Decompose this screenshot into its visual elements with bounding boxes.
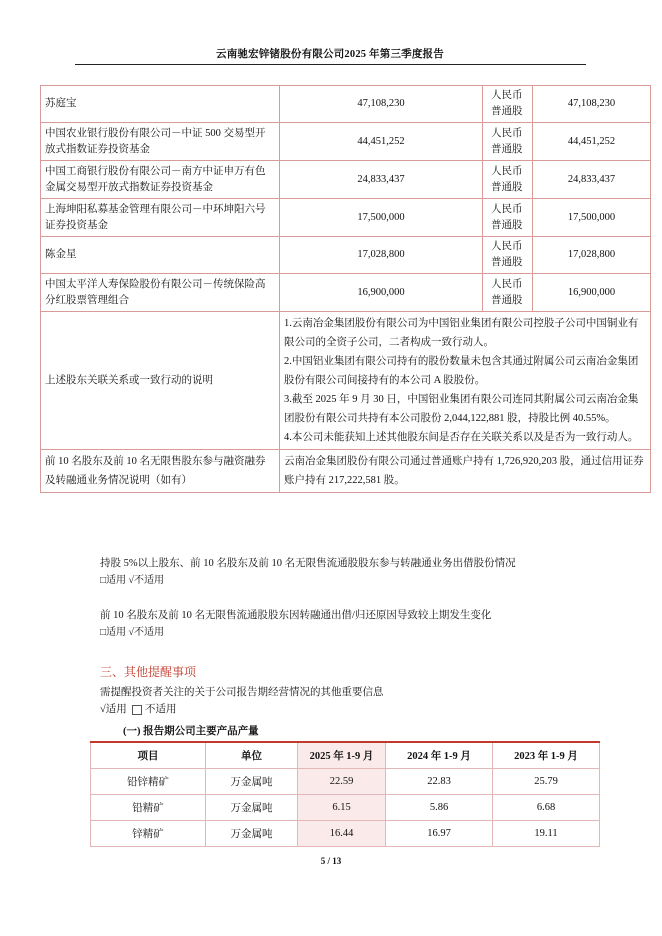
margin-label-text: 前 10 名股东及前 10 名无限售股东参与融资融券及转融通业务情况说明（如有）	[45, 456, 266, 486]
table-cell: 万金属吨	[206, 769, 298, 795]
column-header: 2025 年 1-9 月	[298, 742, 386, 769]
share-class: 人民币普通股	[483, 237, 533, 274]
share-class-amount: 24,833,437	[533, 161, 651, 199]
note-lending-options: □适用 √不适用	[100, 575, 165, 586]
table-cell: 19.11	[493, 821, 600, 847]
share-class: 人民币普通股	[483, 86, 533, 123]
share-amount: 17,500,000	[280, 199, 483, 237]
table-cell: 6.15	[298, 795, 386, 821]
production-subtitle: (一) 报告期公司主要产品产量	[123, 726, 259, 737]
shareholder-table	[40, 85, 651, 493]
shareholder-name: 中国太平洋人寿保险股份有限公司－传统保险高分红股票管理组合	[41, 274, 280, 312]
margin-text: 云南冶金集团股份有限公司通过普通账户持有 1,726,920,203 股，通过信用证券账户持有 217,222,581 股。	[284, 456, 644, 486]
share-class: 人民币普通股	[483, 199, 533, 237]
shareholder-name: 上海坤阳私募基金管理有限公司－中环坤阳六号证券投资基金	[41, 199, 280, 237]
note-change-title: 前 10 名股东及前 10 名无限售流通股股东因转融通出借/归还原因导致较上期发生变化	[100, 610, 492, 621]
table-cell: 锌精矿	[91, 821, 206, 847]
column-header: 项目	[91, 742, 206, 769]
table-row	[91, 769, 600, 795]
table-cell: 22.83	[386, 769, 493, 795]
share-class: 人民币普通股	[483, 161, 533, 199]
production-table	[90, 741, 600, 847]
table-row	[41, 450, 651, 493]
table-row	[41, 312, 651, 450]
share-amount: 17,028,800	[280, 237, 483, 274]
share-class-amount: 17,500,000	[533, 199, 651, 237]
share-class: 人民币普通股	[483, 274, 533, 312]
share-class-amount: 44,451,252	[533, 123, 651, 161]
not-applicable-option: 不适用	[145, 704, 177, 715]
share-amount: 44,451,252	[280, 123, 483, 161]
column-header: 单位	[206, 742, 298, 769]
table-cell: 6.68	[493, 795, 600, 821]
share-class-amount: 47,108,230	[533, 86, 651, 123]
table-row	[91, 795, 600, 821]
section-title: 三、其他提醒事项	[100, 665, 197, 679]
relation-paragraph: 4.本公司未能获知上述其他股东间是否存在关联关系以及是否为一致行动人。	[284, 432, 639, 443]
table-cell: 铅精矿	[91, 795, 206, 821]
share-class-amount: 17,028,800	[533, 237, 651, 274]
share-amount: 16,900,000	[280, 274, 483, 312]
relation-label: 上述股东关联关系或一致行动的说明	[41, 312, 280, 450]
page-number: 5 / 13	[320, 856, 342, 866]
table-cell: 22.59	[298, 769, 386, 795]
note-change-options: □适用 √不适用	[100, 627, 165, 638]
share-amount: 24,833,437	[280, 161, 483, 199]
margin-label	[41, 450, 280, 493]
report-header-title: 云南驰宏锌锗股份有限公司2025 年第三季度报告	[216, 49, 444, 60]
shareholder-name: 陈金星	[41, 237, 280, 274]
checkbox-icon	[132, 705, 142, 715]
share-class: 人民币普通股	[483, 123, 533, 161]
applicability-options	[100, 702, 177, 717]
share-class-amount: 16,900,000	[533, 274, 651, 312]
relation-paragraph: 3.截至 2025 年 9 月 30 日，中国铝业集团有限公司连同其附属公司云南冶金集团股份有限公司共持有本公司股份 2,044,122,881 股，持股比例 40.55%。	[284, 394, 639, 424]
table-cell: 16.44	[298, 821, 386, 847]
section-description: 需提醒投资者关注的关于公司报告期经营情况的其他重要信息	[100, 687, 384, 698]
margin-explanation	[280, 450, 651, 493]
table-row	[91, 821, 600, 847]
relation-paragraph: 1.云南冶金集团股份有限公司为中国铝业集团有限公司控股子公司中国铜业有限公司的全资子公司，二者构成一致行动人。	[284, 318, 639, 348]
header-divider	[75, 64, 586, 65]
table-row	[41, 274, 651, 312]
note-lending-title: 持股 5%以上股东、前 10 名股东及前 10 名无限售流通股股东参与转融通业务出借股份情况	[100, 558, 516, 569]
table-cell: 万金属吨	[206, 821, 298, 847]
shareholder-name: 苏庭宝	[41, 86, 280, 123]
table-row	[41, 199, 651, 237]
table-row	[41, 161, 651, 199]
table-header-row	[91, 742, 600, 769]
shareholder-name: 中国工商银行股份有限公司－南方中证申万有色金属交易型开放式指数证券投资基金	[41, 161, 280, 199]
relation-explanation	[280, 312, 651, 450]
table-cell: 16.97	[386, 821, 493, 847]
applicable-option: √适用	[100, 704, 127, 715]
table-cell: 5.86	[386, 795, 493, 821]
table-row	[41, 237, 651, 274]
column-header: 2024 年 1-9 月	[386, 742, 493, 769]
relation-paragraph: 2.中国铝业集团有限公司持有的股份数量未包含其通过附属公司云南冶金集团股份有限公司间接持有的本公司 A 股股份。	[284, 356, 639, 386]
table-row	[41, 123, 651, 161]
table-cell: 25.79	[493, 769, 600, 795]
shareholder-name: 中国农业银行股份有限公司－中证 500 交易型开放式指数证券投资基金	[41, 123, 280, 161]
share-amount: 47,108,230	[280, 86, 483, 123]
column-header: 2023 年 1-9 月	[493, 742, 600, 769]
table-cell: 万金属吨	[206, 795, 298, 821]
table-cell: 铅锌精矿	[91, 769, 206, 795]
table-row	[41, 86, 651, 123]
